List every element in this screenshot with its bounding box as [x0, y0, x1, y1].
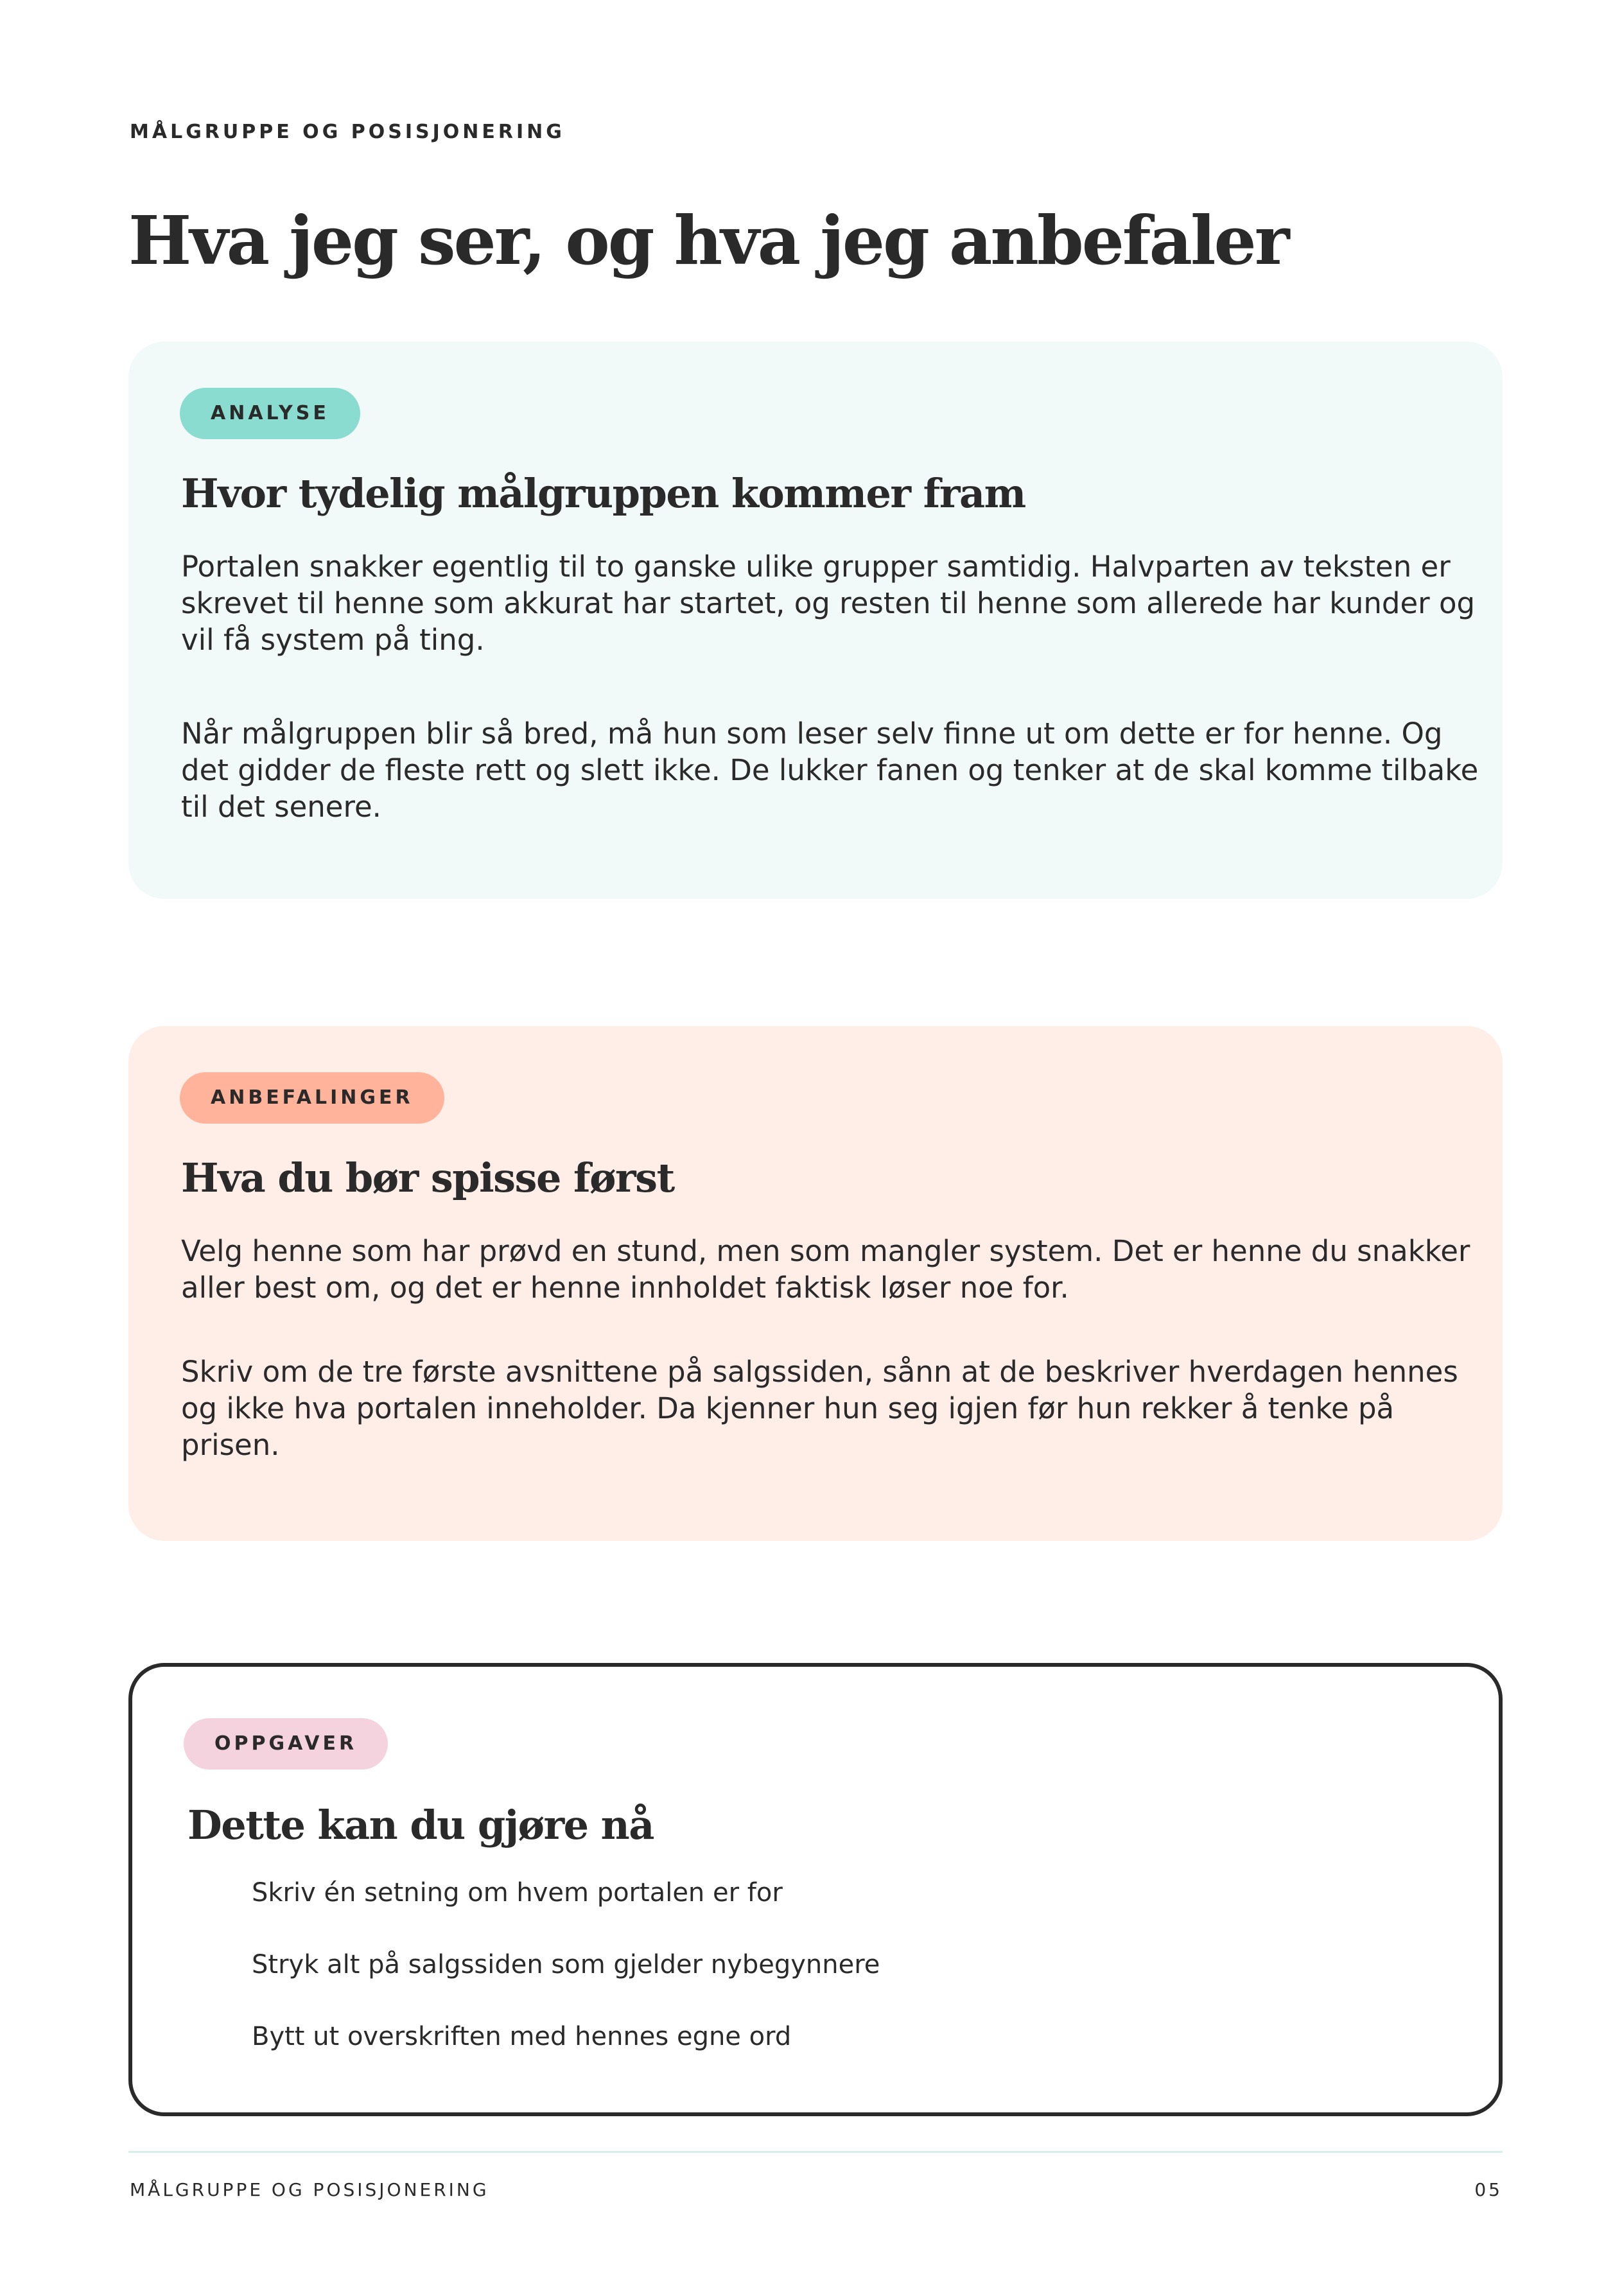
- recommendations-heading: Hva du bør spisse først: [181, 1154, 674, 1201]
- task-item: Skriv én setning om hvem portalen er for: [252, 1878, 783, 1908]
- tasks-heading: Dette kan du gjøre nå: [187, 1802, 654, 1848]
- footer-section-label: MÅLGRUPPE OG POSISJONERING: [130, 2179, 489, 2200]
- task-item: Bytt ut overskriften med hennes egne ord: [252, 2022, 792, 2051]
- recommendations-paragraph: Velg henne som har prøvd en stund, men som mangler system. Det er henne du snakker aller best om, og det er henne innholdet faktisk løser noe for.: [181, 1234, 1470, 1305]
- analysis-paragraph: Når målgruppen blir så bred, må hun som leser selv finne ut om dette er for henne. Og det gidder de fleste rett og slett ikke. De lukker fanen og tenker at de skal komme tilbake til det senere.: [181, 717, 1479, 824]
- page-title: Hva jeg ser, og hva jeg anbefaler: [128, 201, 1288, 280]
- recommendations-badge: ANBEFALINGER: [180, 1072, 444, 1124]
- tasks-card: [128, 1663, 1503, 2116]
- analysis-heading: Hvor tydelig målgruppen kommer fram: [181, 470, 1025, 517]
- task-item: Stryk alt på salgssiden som gjelder nybegynnere: [252, 1950, 880, 1979]
- tasks-badge: OPPGAVER: [184, 1718, 388, 1770]
- analysis-card: [128, 342, 1503, 899]
- recommendations-paragraph: Skriv om de tre første avsnittene på salgssiden, sånn at de beskriver hverdagen hennes og ikke hva portalen inneholder. Da kjenner hun seg igjen før hun rekker å tenke på prisen.: [181, 1355, 1458, 1462]
- section-eyebrow: MÅLGRUPPE OG POSISJONERING: [130, 121, 565, 143]
- task-list: [252, 1874, 880, 2089]
- analysis-badge: ANALYSE: [180, 388, 360, 439]
- recommendations-card: [128, 1026, 1503, 1541]
- footer-divider: [128, 2151, 1503, 2153]
- page-number: 05: [1474, 2179, 1503, 2200]
- analysis-paragraph: Portalen snakker egentlig til to ganske ulike grupper samtidig. Halvparten av teksten er skrevet til henne som akkurat har startet, og resten til henne som allerede har kunder og vil få system på ting.: [181, 550, 1476, 657]
